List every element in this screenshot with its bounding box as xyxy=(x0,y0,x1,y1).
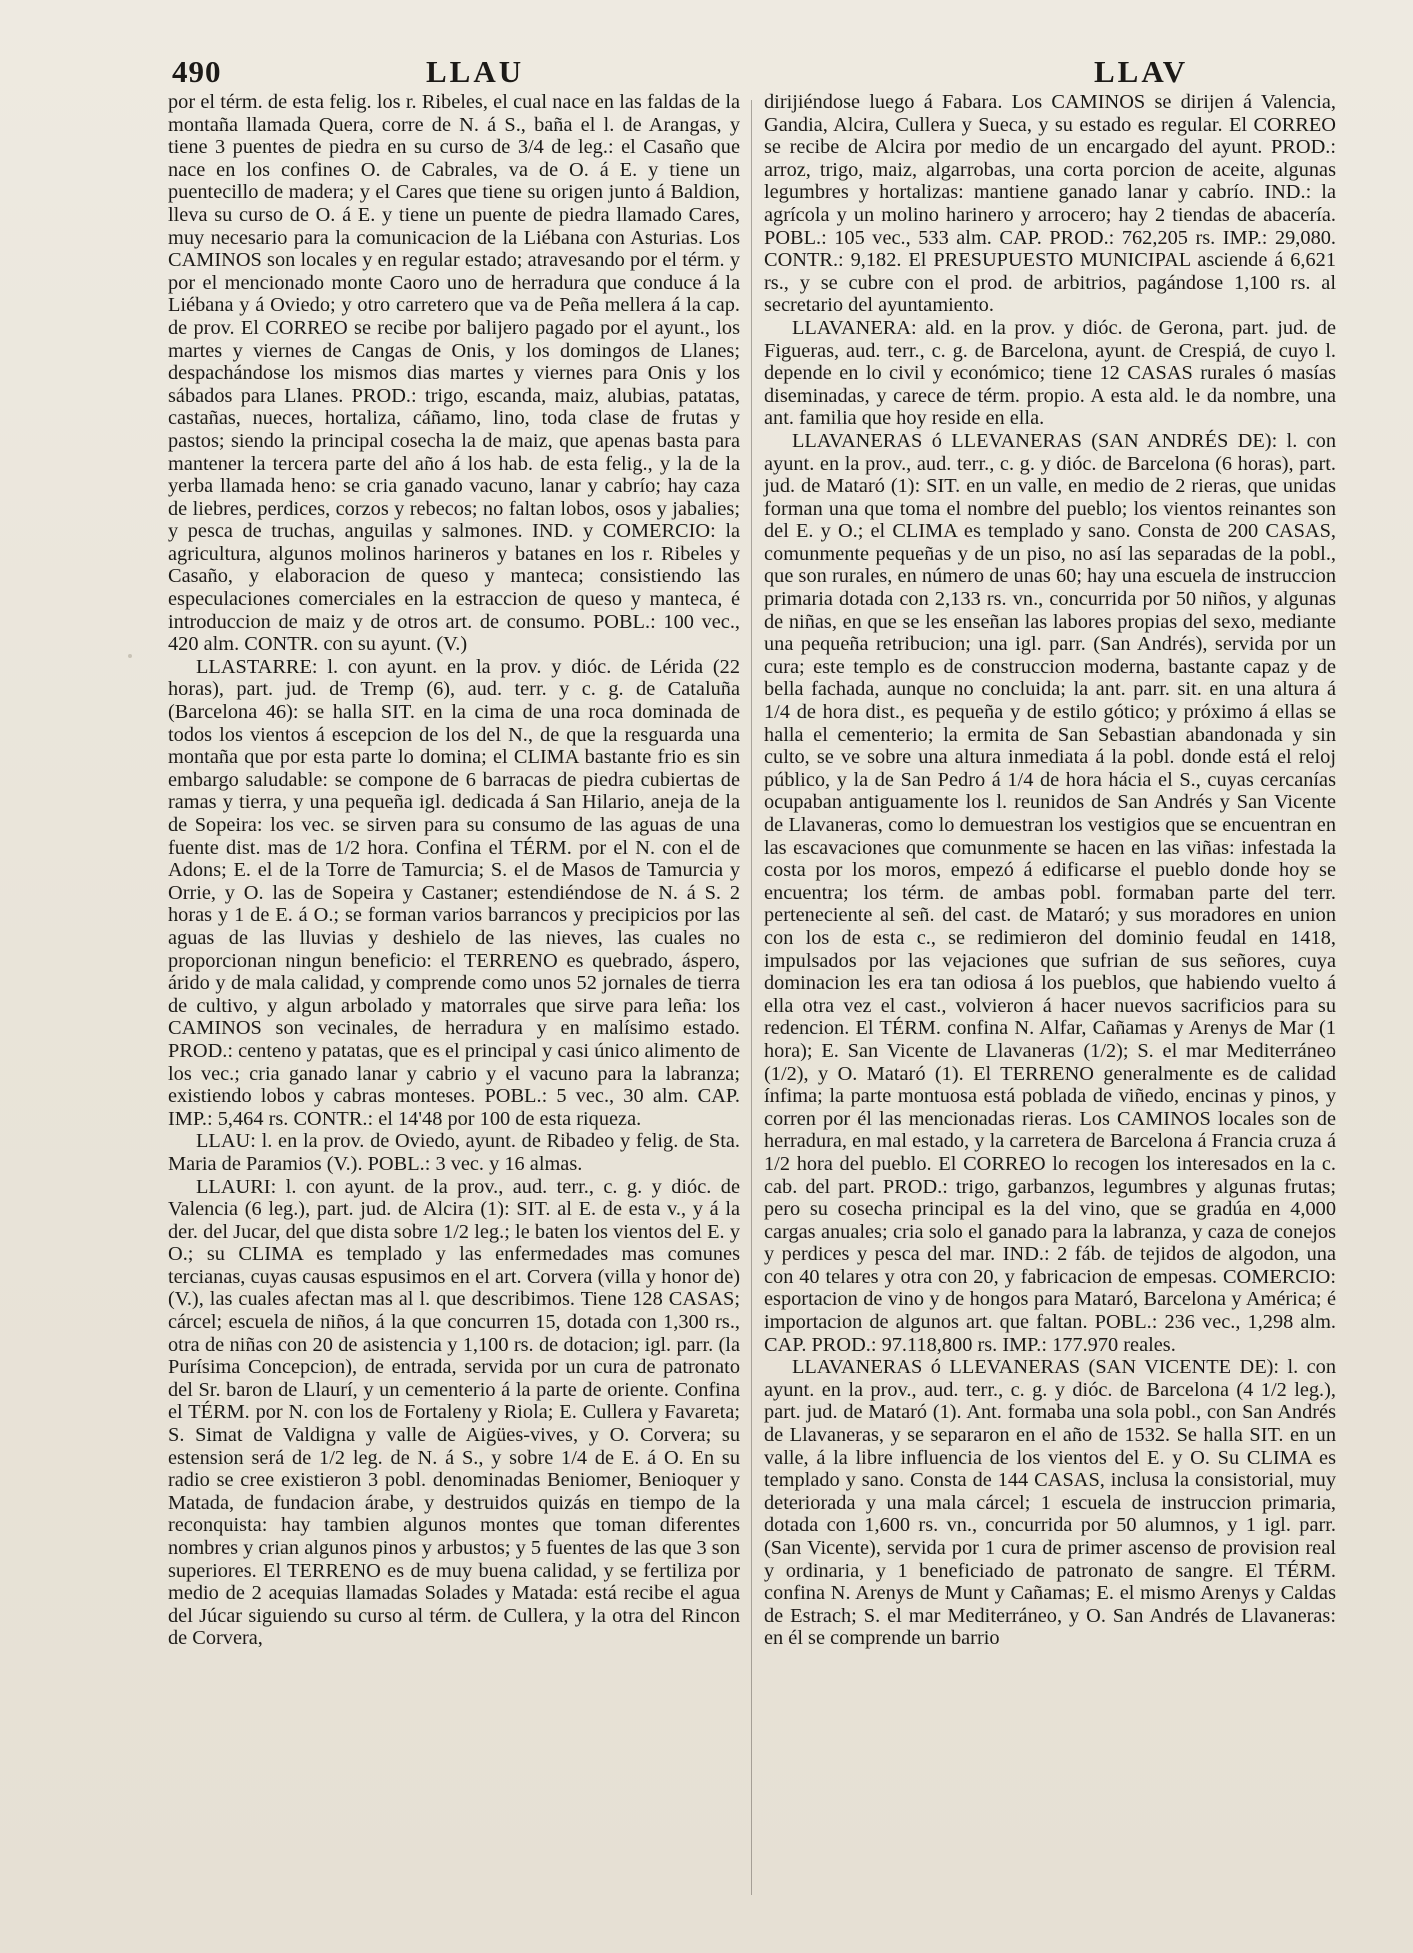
page-number: 490 xyxy=(172,54,222,89)
column-divider xyxy=(751,100,752,1895)
entry-llavanera: LLAVANERA: ald. en la prov. y dióc. de Gerona, part. jud. de Figueras, aud. terr., c. g. de Barcelona, ayunt. de Crespiá, de cuyo l. depende en lo civil y económico; tiene 12 CASAS rurales ó masías diseminadas, y carece de térm. propio. A esta ald. le da nombre, una ant. familia que hoy reside en ella. xyxy=(764,316,1336,430)
entry-llavaneras-san-vicente: LLAVANERAS ó LLEVANERAS (SAN VICENTE DE): l. con ayunt. en la prov., aud. terr., c. g. y dióc. de Barcelona (4 1/2 leg.), part. jud. de Mataró (1). Ant. formaba una sola pobl., con San Andrés de Llavaneras, y se separaron en el año de 1532. Se halla SIT. en un valle, á la libre influencia de los vientos del E. y O. Su CLIMA es templado y sano. Consta de 144 CASAS, inclusa la consistorial, muy deteriorada y una mala cárcel; 1 escuela de instruccion primaria, dotada con 1,600 rs. vn., concurrida por 50 alumnos, y 1 igl. parr. (San Vicente), servida por 1 cura de primer ascenso de provision real y ordinaria, y 1 beneficiado de patronato de sangre. El TÉRM. confina N. Arenys de Munt y Cañamas; E. el mismo Arenys y Caldas de Estrach; S. el mar Mediterráneo, y O. San Andrés de Llavaneras: en él se comprende un barrio xyxy=(764,1356,1336,1650)
right-column xyxy=(764,91,1336,1650)
entry-llavaneras-san-andres: LLAVANERAS ó LLEVANERAS (SAN ANDRÉS DE): l. con ayunt. en la prov., aud. terr., c. g. y dióc. de Barcelona (6 horas), part. jud. de Mataró (1): SIT. en un valle, en medio de 2 rieras, que unidas forman una que toma el nombre del pueblo; los vientos reinantes son del E. y O.; el CLIMA es templado y sano. Consta de 200 CASAS, comunmente pequeñas y de un piso, no así las separadas de la pobl., que son rurales, en número de unas 60; hay una escuela de instruccion primaria dotada con 2,133 rs. vn., concurrida por 50 niños, y algunas de niñas, en que se les enseñan las labores propias del sexo, mediante una pequeña retribucion; una igl. parr. (San Andrés), servida por un cura; este templo es de construccion moderna, bastante capaz y de bella fachada, aunque no concluida; la ant. parr. sit. en una altura á 1/4 de hora dist., es pequeña y de estilo gótico; y próximo á ellas se halla el cementerio; la ermita de San Sebastian abandonada y sin culto, se ve sobre una altura inmediata á la pobl. donde está el reloj público, y la de San Pedro á 1/4 de hora hácia el S., cuyas cercanías ocupaban antiguamente los l. reunidos de San Andrés y San Vicente de Llavaneras, como lo demuestran los vestigios que se encuentran en las escavaciones que comunmente se hacen en las viñas: infestada la costa por los moros, empezó á edificarse el pueblo donde hoy se encuentra; los térm. de ambas pobl. formaban parte del terr. perteneciente al señ. del cast. de Mataró; y sus moradores en union con los de esta c., se redimieron del dominio feudal en 1418, impulsados por las vejaciones que sufrian de sus señores, cuya dominacion les era tan odiosa á los pueblos, que habiendo vuelto á ella otra vez el cast., volvieron á hacer nuevos sacrificios para su redencion. El TÉRM. confina N. Alfar, Cañamas y Arenys de Mar (1 hora); E. San Vicente de Llavaneras (1/2); S. el mar Mediterráneo (1/2), y O. Mataró (1). El TERRENO generalmente es de calidad ínfima; la parte montuosa está poblada de viñedo, encinas y pinos, y corren por él las mencionadas rieras. Los CAMINOS locales son de herradura, en mal estado, y la carretera de Barcelona á Francia cruza á 1/2 hora del pueblo. El CORREO lo recogen los interesados en la c. cab. del part. PROD.: trigo, garbanzos, legumbres y algunas frutas; pero su cosecha principal es la del vino, que se gradúa en 4,000 cargas anuales; cria solo el ganado para la labranza, y caza de conejos y perdices y pesca del mar. IND.: 2 fáb. de tejidos de algodon, una con 40 telares y otra con 20, y fabricacion de empesas. COMERCIO: esportacion de vino y de hongos para Mataró, Barcelona y América; é importacion de algunos art. que faltan. POBL.: 236 vec., 1,298 alm. CAP. PROD.: 97.118,800 rs. IMP.: 177.970 reales. xyxy=(764,429,1336,1356)
page-header xyxy=(172,54,1344,92)
running-head-right: LLAV xyxy=(1094,54,1189,89)
entry-llastarre: LLASTARRE: l. con ayunt. en la prov. y dióc. de Lérida (22 horas), part. jud. de Tremp (6), aud. terr. y c. g. de Cataluña (Barcelona 46): se halla SIT. en la cima de una roca dominada de todos los vientos á escepcion de los del N., de que la resguarda una montaña que por esta parte lo domina; el CLIMA bastante frio es sin embargo saludable: se compone de 6 barracas de piedra cubiertas de ramas y tierra, y una pequeña igl. dedicada á San Hilario, aneja de la de Sopeira: los vec. se sirven para su consumo de las aguas de una fuente dist. mas de 1/2 hora. Confina el TÉRM. por el N. con el de Adons; E. el de la Torre de Tamurcia; S. el de Masos de Tamurcia y Orrie, y O. las de Sopeira y Castaner; estendiéndose de N. á S. 2 horas y 1 de E. á O.; se forman varios barrancos y precipicios por las aguas de las lluvias y deshielo de las nieves, las cuales no proporcionan ningun beneficio: el TERRENO es quebrado, áspero, árido y de mala calidad, y comprende como unos 52 jornales de tierra de cultivo, y algun arbolado y matorrales que sirve para leña: los CAMINOS son vecinales, de herradura y en malísimo estado. PROD.: centeno y patatas, que es el principal y casi único alimento de los vec.; cria ganado lanar y cabrio y el vacuno para la labranza; existiendo lobos y cabras monteses. POBL.: 5 vec., 30 alm. CAP. IMP.: 5,464 rs. CONTR.: el 14'48 por 100 de esta riqueza. xyxy=(168,655,740,1130)
entry-llauri: LLAURI: l. con ayunt. de la prov., aud. terr., c. g. y dióc. de Valencia (6 leg.), part. jud. de Alcira (1): SIT. al E. de esta v., y á la der. del Jucar, del que dista sobre 1/2 leg.; le baten los vientos del E. y O.; su CLIMA es templado y las enfermedades mas comunes tercianas, cuyas causas espusimos en el art. Corvera (villa y honor de) (V.), las cuales afectan mas al l. que describimos. Tiene 128 CASAS; cárcel; escuela de niños, á la que concurren 15, dotada con 1,300 rs., otra de niñas con 20 de asistencia y 1,100 rs. de dotacion; igl. parr. (la Purísima Concepcion), de entrada, servida por un cura de patronato del Sr. baron de Llaurí, y un cementerio á la parte de oriente. Confina el TÉRM. por N. con los de Fortaleny y Riola; E. Cullera y Favareta; S. Simat de Valdigna y valle de Aigües-vives, y O. Corvera; su estension será de 1/2 leg. de N. á S., y sobre 1/4 de E. á O. En su radio se cree existieron 3 pobl. denominadas Beniomer, Benioquer y Matada, de fundacion árabe, y destruidos quizás en tiempo de la reconquista: hay tambien algunos montes que toman diferentes nombres y crian algunos pinos y arbustos; y 5 fuentes de las que 3 son superiores. El TERRENO es de muy buena calidad, y se fertiliza por medio de 2 acequias llamadas Solades y Matada: está recibe el agua del Júcar siguiendo su curso al térm. de Cullera, y la otra del Rincon de Corvera, xyxy=(168,1175,740,1650)
left-column xyxy=(168,91,740,1650)
entry-llau: LLAU: l. en la prov. de Oviedo, ayunt. de Ribadeo y felig. de Sta. Maria de Paramios (V.). POBL.: 3 vec. y 16 almas. xyxy=(168,1130,740,1175)
paragraph-continuation: por el térm. de esta felig. los r. Ribeles, el cual nace en las faldas de la montaña llamada Quera, corre de N. á S., baña el l. de Arangas, y tiene 3 puentes de piedra en su curso de 3/4 de leg.: el Casaño que nace en los confines O. de Cabrales, va de O. á E. y tiene un puentecillo de madera; y el Cares que tiene su origen junto á Baldion, lleva su curso de O. á E. y tiene un puente de piedra llamado Cares, muy necesario para la comunicacion de la Liébana con Asturias. Los CAMINOS son locales y en regular estado; atravesando por el térm. y por el mencionado monte Caoro uno de herradura que conduce á la Liébana y á Oviedo; y otro carretero que va de Peña mellera á la cap. de prov. El CORREO se recibe por balijero pagado por el ayunt., los martes y viernes de Cangas de Onis, y los domingos de Llanes; despachándose los mismos dias martes y viernes para Onis y los sábados para Llanes. PROD.: trigo, escanda, maiz, alubias, patatas, castañas, nueces, hortaliza, cáñamo, lino, toda clase de frutas y pastos; siendo la principal cosecha la de maiz, que apenas basta para mantener la tercera parte del año á los hab. de esta felig., y la de la yerba llamada heno: se cria ganado vacuno, lanar y cabrío; hay caza de liebres, perdices, corzos y rebecos; no faltan lobos, osos y jabalies; y pesca de truchas, anguilas y salmones. IND. y COMERCIO: la agricultura, algunos molinos harineros y batanes en los r. Ribeles y Casaño, y elaboracion de queso y manteca; consistiendo las especulaciones comerciales en la estraccion de queso y manteca, é introduccion de maiz y de otros art. de consumo. POBL.: 100 vec., 420 alm. CONTR. con su ayunt. (V.) xyxy=(168,91,740,656)
paragraph-continuation-right: dirijiéndose luego á Fabara. Los CAMINOS se dirijen á Valencia, Gandia, Alcira, Cullera y Sueca, y su estado es regular. El CORREO se recibe de Alcira por medio de un encargado del ayunt. PROD.: arroz, trigo, maiz, algarrobas, una corta porcion de aceite, algunas legumbres y hortalizas: mantiene ganado lanar y cabrío. IND.: la agrícola y un molino harinero y arrocero; hay 2 tiendas de abacería. POBL.: 105 vec., 533 alm. CAP. PROD.: 762,205 rs. IMP.: 29,080. CONTR.: 9,182. El PRESUPUESTO MUNICIPAL asciende á 6,621 rs., y se cubre con el prod. de arbitrios, pagándose 1,100 rs. al secretario del ayuntamiento. xyxy=(764,91,1336,317)
ink-spot xyxy=(128,654,132,658)
running-head-left: LLAU xyxy=(426,54,525,89)
